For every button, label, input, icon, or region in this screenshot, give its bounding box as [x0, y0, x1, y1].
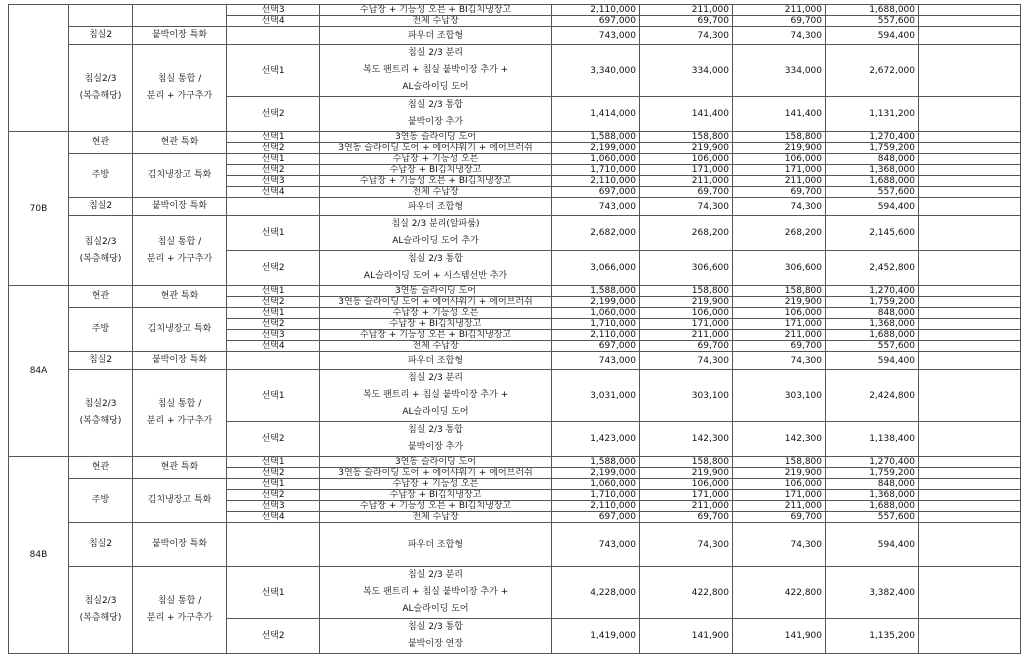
option-cell: 선택4 — [227, 341, 320, 352]
blank-cell — [919, 512, 1021, 523]
description-cell: 3연동 슬라이딩 도어 — [320, 286, 552, 297]
amount-c-cell: 1,135,200 — [826, 619, 919, 654]
room-cell: 현관 — [69, 457, 133, 479]
amount-b-cell: 69,700 — [733, 16, 826, 27]
amount-b-cell: 69,700 — [733, 187, 826, 198]
table-row — [9, 132, 1021, 143]
amount-b-cell: 141,900 — [733, 619, 826, 654]
description-cell: 3연동 슬라이딩 도어 + 에어샤워기 + 에어브러쉬 — [320, 143, 552, 154]
room-cell: 주방 — [69, 308, 133, 352]
amount-b-cell: 211,000 — [733, 176, 826, 187]
option-cell — [227, 523, 320, 567]
price-cell: 1,588,000 — [552, 132, 640, 143]
description-cell: 수납장 + 기능성 오븐 — [320, 308, 552, 319]
table-row — [9, 5, 1021, 16]
amount-a-cell: 141,900 — [640, 619, 733, 654]
item-cell: 현관 특화 — [133, 286, 227, 308]
type-cell: 84B — [9, 457, 69, 654]
item-cell: 현관 특화 — [133, 457, 227, 479]
price-cell: 697,000 — [552, 512, 640, 523]
description-cell: 파우더 조합형 — [320, 198, 552, 216]
amount-c-cell: 1,688,000 — [826, 330, 919, 341]
description-cell: 침실 2/3 분리 복도 팬트리 + 침실 붙박이장 추가 + AL슬라이딩 도어 — [320, 45, 552, 97]
blank-cell — [919, 132, 1021, 143]
amount-c-cell: 1,688,000 — [826, 5, 919, 16]
description-cell: 파우더 조합형 — [320, 352, 552, 370]
blank-cell — [919, 45, 1021, 97]
table-row — [9, 286, 1021, 297]
table-row — [9, 154, 1021, 165]
item-cell — [133, 5, 227, 27]
option-cell: 선택1 — [227, 216, 320, 251]
amount-a-cell: 69,700 — [640, 341, 733, 352]
description-cell: 전체 수납장 — [320, 16, 552, 27]
item-cell: 붙박이장 특화 — [133, 352, 227, 370]
description-cell: 수납장 + BI김치냉장고 — [320, 165, 552, 176]
blank-cell — [919, 286, 1021, 297]
room-cell: 침실2/3 (복층해당) — [69, 216, 133, 286]
blank-cell — [919, 567, 1021, 619]
option-cell: 선택2 — [227, 97, 320, 132]
room-cell — [69, 5, 133, 27]
room-cell: 침실2 — [69, 523, 133, 567]
amount-b-cell: 74,300 — [733, 352, 826, 370]
amount-a-cell: 141,400 — [640, 97, 733, 132]
price-cell: 743,000 — [552, 352, 640, 370]
item-cell: 붙박이장 특화 — [133, 198, 227, 216]
room-cell: 침실2 — [69, 352, 133, 370]
blank-cell — [919, 176, 1021, 187]
blank-cell — [919, 5, 1021, 16]
amount-c-cell: 848,000 — [826, 154, 919, 165]
blank-cell — [919, 490, 1021, 501]
amount-c-cell: 2,452,800 — [826, 251, 919, 286]
amount-a-cell: 158,800 — [640, 132, 733, 143]
price-cell: 2,199,000 — [552, 468, 640, 479]
description-cell: 3연동 슬라이딩 도어 — [320, 132, 552, 143]
amount-c-cell: 557,600 — [826, 341, 919, 352]
amount-a-cell: 219,900 — [640, 143, 733, 154]
blank-cell — [919, 297, 1021, 308]
option-cell: 선택4 — [227, 187, 320, 198]
price-cell: 3,031,000 — [552, 370, 640, 422]
amount-b-cell: 219,900 — [733, 468, 826, 479]
amount-b-cell: 211,000 — [733, 330, 826, 341]
amount-b-cell: 106,000 — [733, 308, 826, 319]
amount-b-cell: 74,300 — [733, 523, 826, 567]
room-cell: 주방 — [69, 479, 133, 523]
amount-a-cell: 219,900 — [640, 297, 733, 308]
blank-cell — [919, 370, 1021, 422]
price-cell: 1,588,000 — [552, 286, 640, 297]
type-cell: 84A — [9, 286, 69, 457]
option-cell: 선택2 — [227, 165, 320, 176]
price-cell: 2,199,000 — [552, 297, 640, 308]
room-cell: 현관 — [69, 132, 133, 154]
amount-b-cell: 306,600 — [733, 251, 826, 286]
option-cell: 선택1 — [227, 370, 320, 422]
description-cell: 침실 2/3 통합 AL슬라이딩 도어 + 시스템선반 추가 — [320, 251, 552, 286]
amount-c-cell: 2,424,800 — [826, 370, 919, 422]
blank-cell — [919, 457, 1021, 468]
option-cell: 선택1 — [227, 308, 320, 319]
room-cell: 침실2/3 (복층해당) — [69, 45, 133, 132]
blank-cell — [919, 16, 1021, 27]
description-cell: 수납장 + BI김치냉장고 — [320, 319, 552, 330]
amount-c-cell: 1,688,000 — [826, 176, 919, 187]
amount-c-cell: 1,368,000 — [826, 165, 919, 176]
price-cell: 1,423,000 — [552, 422, 640, 457]
price-cell: 1,060,000 — [552, 479, 640, 490]
amount-b-cell: 268,200 — [733, 216, 826, 251]
item-cell: 현관 특화 — [133, 132, 227, 154]
amount-c-cell: 557,600 — [826, 16, 919, 27]
blank-cell — [919, 352, 1021, 370]
description-cell: 침실 2/3 분리 복도 팬트리 + 침실 붙박이장 추가 + AL슬라이딩 도어 — [320, 370, 552, 422]
price-cell: 743,000 — [552, 198, 640, 216]
amount-b-cell: 142,300 — [733, 422, 826, 457]
room-cell: 현관 — [69, 286, 133, 308]
blank-cell — [919, 479, 1021, 490]
amount-b-cell: 158,800 — [733, 132, 826, 143]
price-cell: 697,000 — [552, 341, 640, 352]
price-cell: 4,228,000 — [552, 567, 640, 619]
type-cell: 70B — [9, 132, 69, 286]
price-cell: 1,060,000 — [552, 154, 640, 165]
amount-a-cell: 211,000 — [640, 176, 733, 187]
blank-cell — [919, 198, 1021, 216]
amount-c-cell: 1,759,200 — [826, 297, 919, 308]
item-cell: 침실 통합 / 분리 + 가구추가 — [133, 216, 227, 286]
description-cell: 침실 2/3 분리(알파룸) AL슬라이딩 도어 추가 — [320, 216, 552, 251]
price-cell: 2,110,000 — [552, 5, 640, 16]
amount-c-cell: 594,400 — [826, 27, 919, 45]
item-cell: 침실 통합 / 분리 + 가구추가 — [133, 567, 227, 654]
amount-c-cell: 557,600 — [826, 187, 919, 198]
amount-b-cell: 158,800 — [733, 457, 826, 468]
amount-c-cell: 1,688,000 — [826, 501, 919, 512]
amount-b-cell: 303,100 — [733, 370, 826, 422]
option-cell: 선택2 — [227, 422, 320, 457]
option-cell: 선택2 — [227, 490, 320, 501]
description-cell: 전체 수납장 — [320, 512, 552, 523]
amount-a-cell: 142,300 — [640, 422, 733, 457]
room-cell: 침실2/3 (복층해당) — [69, 567, 133, 654]
blank-cell — [919, 619, 1021, 654]
blank-cell — [919, 330, 1021, 341]
description-cell: 3연동 슬라이딩 도어 + 에어샤워기 + 에어브러쉬 — [320, 297, 552, 308]
price-cell: 3,066,000 — [552, 251, 640, 286]
option-cell: 선택2 — [227, 619, 320, 654]
amount-c-cell: 557,600 — [826, 512, 919, 523]
blank-cell — [919, 468, 1021, 479]
table-row — [9, 198, 1021, 216]
table-row — [9, 370, 1021, 422]
option-cell: 선택2 — [227, 297, 320, 308]
price-cell: 1,710,000 — [552, 165, 640, 176]
amount-c-cell: 2,145,600 — [826, 216, 919, 251]
item-cell: 김치냉장고 특화 — [133, 479, 227, 523]
blank-cell — [919, 97, 1021, 132]
description-cell: 3연동 슬라이딩 도어 — [320, 457, 552, 468]
amount-a-cell: 74,300 — [640, 523, 733, 567]
amount-c-cell: 1,368,000 — [826, 490, 919, 501]
table-row — [9, 479, 1021, 490]
price-cell: 743,000 — [552, 523, 640, 567]
blank-cell — [919, 216, 1021, 251]
table-row — [9, 567, 1021, 619]
amount-a-cell: 106,000 — [640, 154, 733, 165]
amount-a-cell: 219,900 — [640, 468, 733, 479]
blank-cell — [919, 422, 1021, 457]
item-cell: 김치냉장고 특화 — [133, 308, 227, 352]
amount-c-cell: 1,759,200 — [826, 468, 919, 479]
amount-a-cell: 422,800 — [640, 567, 733, 619]
blank-cell — [919, 308, 1021, 319]
amount-c-cell: 1,131,200 — [826, 97, 919, 132]
amount-a-cell: 171,000 — [640, 165, 733, 176]
table-row — [9, 308, 1021, 319]
blank-cell — [919, 523, 1021, 567]
blank-cell — [919, 251, 1021, 286]
blank-cell — [919, 27, 1021, 45]
blank-cell — [919, 154, 1021, 165]
type-cell — [9, 5, 69, 132]
option-cell — [227, 198, 320, 216]
price-cell: 2,682,000 — [552, 216, 640, 251]
price-cell: 2,110,000 — [552, 330, 640, 341]
option-cell: 선택1 — [227, 154, 320, 165]
price-cell: 2,110,000 — [552, 176, 640, 187]
amount-a-cell: 171,000 — [640, 490, 733, 501]
option-cell — [227, 352, 320, 370]
amount-b-cell: 219,900 — [733, 297, 826, 308]
item-cell: 김치냉장고 특화 — [133, 154, 227, 198]
amount-b-cell: 69,700 — [733, 512, 826, 523]
amount-b-cell: 422,800 — [733, 567, 826, 619]
item-cell: 침실 통합 / 분리 + 가구추가 — [133, 45, 227, 132]
option-cell: 선택3 — [227, 501, 320, 512]
description-cell: 침실 2/3 통합 붙박이장 추가 — [320, 422, 552, 457]
amount-a-cell: 211,000 — [640, 5, 733, 16]
price-cell: 1,419,000 — [552, 619, 640, 654]
amount-a-cell: 268,200 — [640, 216, 733, 251]
amount-c-cell: 1,138,400 — [826, 422, 919, 457]
amount-a-cell: 211,000 — [640, 330, 733, 341]
description-cell: 전체 수납장 — [320, 341, 552, 352]
amount-b-cell: 106,000 — [733, 154, 826, 165]
amount-b-cell: 106,000 — [733, 479, 826, 490]
option-cell: 선택1 — [227, 479, 320, 490]
price-cell: 3,340,000 — [552, 45, 640, 97]
table-row — [9, 457, 1021, 468]
amount-c-cell: 1,759,200 — [826, 143, 919, 154]
blank-cell — [919, 501, 1021, 512]
price-cell: 1,710,000 — [552, 490, 640, 501]
option-cell: 선택2 — [227, 143, 320, 154]
description-cell: 침실 2/3 통합 붙박이장 추가 — [320, 97, 552, 132]
option-cell: 선택2 — [227, 319, 320, 330]
room-cell: 주방 — [69, 154, 133, 198]
amount-a-cell: 69,700 — [640, 512, 733, 523]
table-row — [9, 27, 1021, 45]
price-cell: 2,110,000 — [552, 501, 640, 512]
amount-c-cell: 848,000 — [826, 479, 919, 490]
price-cell: 2,199,000 — [552, 143, 640, 154]
amount-b-cell: 211,000 — [733, 501, 826, 512]
amount-b-cell: 158,800 — [733, 286, 826, 297]
price-cell: 1,414,000 — [552, 97, 640, 132]
amount-a-cell: 334,000 — [640, 45, 733, 97]
amount-a-cell: 158,800 — [640, 457, 733, 468]
amount-a-cell: 211,000 — [640, 501, 733, 512]
room-cell: 침실2 — [69, 27, 133, 45]
amount-c-cell: 3,382,400 — [826, 567, 919, 619]
description-cell: 침실 2/3 분리 복도 팬트리 + 침실 붙박이장 추가 + AL슬라이딩 도어 — [320, 567, 552, 619]
amount-a-cell: 74,300 — [640, 198, 733, 216]
amount-b-cell: 171,000 — [733, 490, 826, 501]
amount-b-cell: 74,300 — [733, 198, 826, 216]
amount-a-cell: 303,100 — [640, 370, 733, 422]
amount-c-cell: 848,000 — [826, 308, 919, 319]
price-cell: 697,000 — [552, 16, 640, 27]
amount-a-cell: 306,600 — [640, 251, 733, 286]
amount-c-cell: 1,368,000 — [826, 319, 919, 330]
amount-c-cell: 594,400 — [826, 523, 919, 567]
table-row — [9, 216, 1021, 251]
description-cell: 수납장 + 기능성 오븐 + BI김치냉장고 — [320, 176, 552, 187]
description-cell: 전체 수납장 — [320, 187, 552, 198]
amount-b-cell: 171,000 — [733, 319, 826, 330]
description-cell: 수납장 + 기능성 오븐 + BI김치냉장고 — [320, 501, 552, 512]
description-cell: 파우더 조합형 — [320, 523, 552, 567]
table-row — [9, 45, 1021, 97]
option-cell: 선택1 — [227, 132, 320, 143]
option-cell: 선택3 — [227, 5, 320, 16]
table-row — [9, 352, 1021, 370]
blank-cell — [919, 143, 1021, 154]
price-cell: 1,060,000 — [552, 308, 640, 319]
option-cell: 선택4 — [227, 512, 320, 523]
table-row — [9, 523, 1021, 567]
item-cell: 붙박이장 특화 — [133, 523, 227, 567]
amount-a-cell: 171,000 — [640, 319, 733, 330]
option-cell: 선택1 — [227, 45, 320, 97]
amount-b-cell: 74,300 — [733, 27, 826, 45]
price-cell: 1,588,000 — [552, 457, 640, 468]
item-cell: 붙박이장 특화 — [133, 27, 227, 45]
description-cell: 수납장 + 기능성 오븐 — [320, 479, 552, 490]
description-cell: 침실 2/3 통합 붙박이장 연장 — [320, 619, 552, 654]
description-cell: 수납장 + 기능성 오븐 + BI김치냉장고 — [320, 5, 552, 16]
amount-c-cell: 1,270,400 — [826, 286, 919, 297]
blank-cell — [919, 165, 1021, 176]
option-cell: 선택3 — [227, 330, 320, 341]
amount-b-cell: 141,400 — [733, 97, 826, 132]
description-cell: 3연동 슬라이딩 도어 + 에어샤워기 + 에어브러쉬 — [320, 468, 552, 479]
description-cell: 수납장 + BI김치냉장고 — [320, 490, 552, 501]
option-cell: 선택1 — [227, 457, 320, 468]
price-cell: 697,000 — [552, 187, 640, 198]
amount-a-cell: 69,700 — [640, 187, 733, 198]
option-cell: 선택2 — [227, 251, 320, 286]
description-cell: 파우더 조합형 — [320, 27, 552, 45]
option-cell — [227, 27, 320, 45]
amount-b-cell: 334,000 — [733, 45, 826, 97]
room-cell: 침실2/3 (복층해당) — [69, 370, 133, 457]
option-cell: 선택3 — [227, 176, 320, 187]
room-cell: 침실2 — [69, 198, 133, 216]
blank-cell — [919, 187, 1021, 198]
amount-b-cell: 69,700 — [733, 341, 826, 352]
amount-c-cell: 1,270,400 — [826, 132, 919, 143]
amount-b-cell: 211,000 — [733, 5, 826, 16]
option-cell: 선택1 — [227, 286, 320, 297]
option-cell: 선택1 — [227, 567, 320, 619]
option-cell: 선택4 — [227, 16, 320, 27]
amount-c-cell: 594,400 — [826, 198, 919, 216]
amount-a-cell: 74,300 — [640, 352, 733, 370]
amount-c-cell: 1,270,400 — [826, 457, 919, 468]
amount-a-cell: 106,000 — [640, 479, 733, 490]
amount-a-cell: 74,300 — [640, 27, 733, 45]
amount-a-cell: 69,700 — [640, 16, 733, 27]
price-cell: 1,710,000 — [552, 319, 640, 330]
option-cell: 선택2 — [227, 468, 320, 479]
option-price-table — [8, 4, 1021, 654]
description-cell: 수납장 + 기능성 오븐 — [320, 154, 552, 165]
amount-b-cell: 171,000 — [733, 165, 826, 176]
blank-cell — [919, 341, 1021, 352]
amount-b-cell: 219,900 — [733, 143, 826, 154]
amount-a-cell: 106,000 — [640, 308, 733, 319]
amount-c-cell: 594,400 — [826, 352, 919, 370]
amount-c-cell: 2,672,000 — [826, 45, 919, 97]
price-cell: 743,000 — [552, 27, 640, 45]
amount-a-cell: 158,800 — [640, 286, 733, 297]
description-cell: 수납장 + 기능성 오븐 + BI김치냉장고 — [320, 330, 552, 341]
blank-cell — [919, 319, 1021, 330]
item-cell: 침실 통합 / 분리 + 가구추가 — [133, 370, 227, 457]
